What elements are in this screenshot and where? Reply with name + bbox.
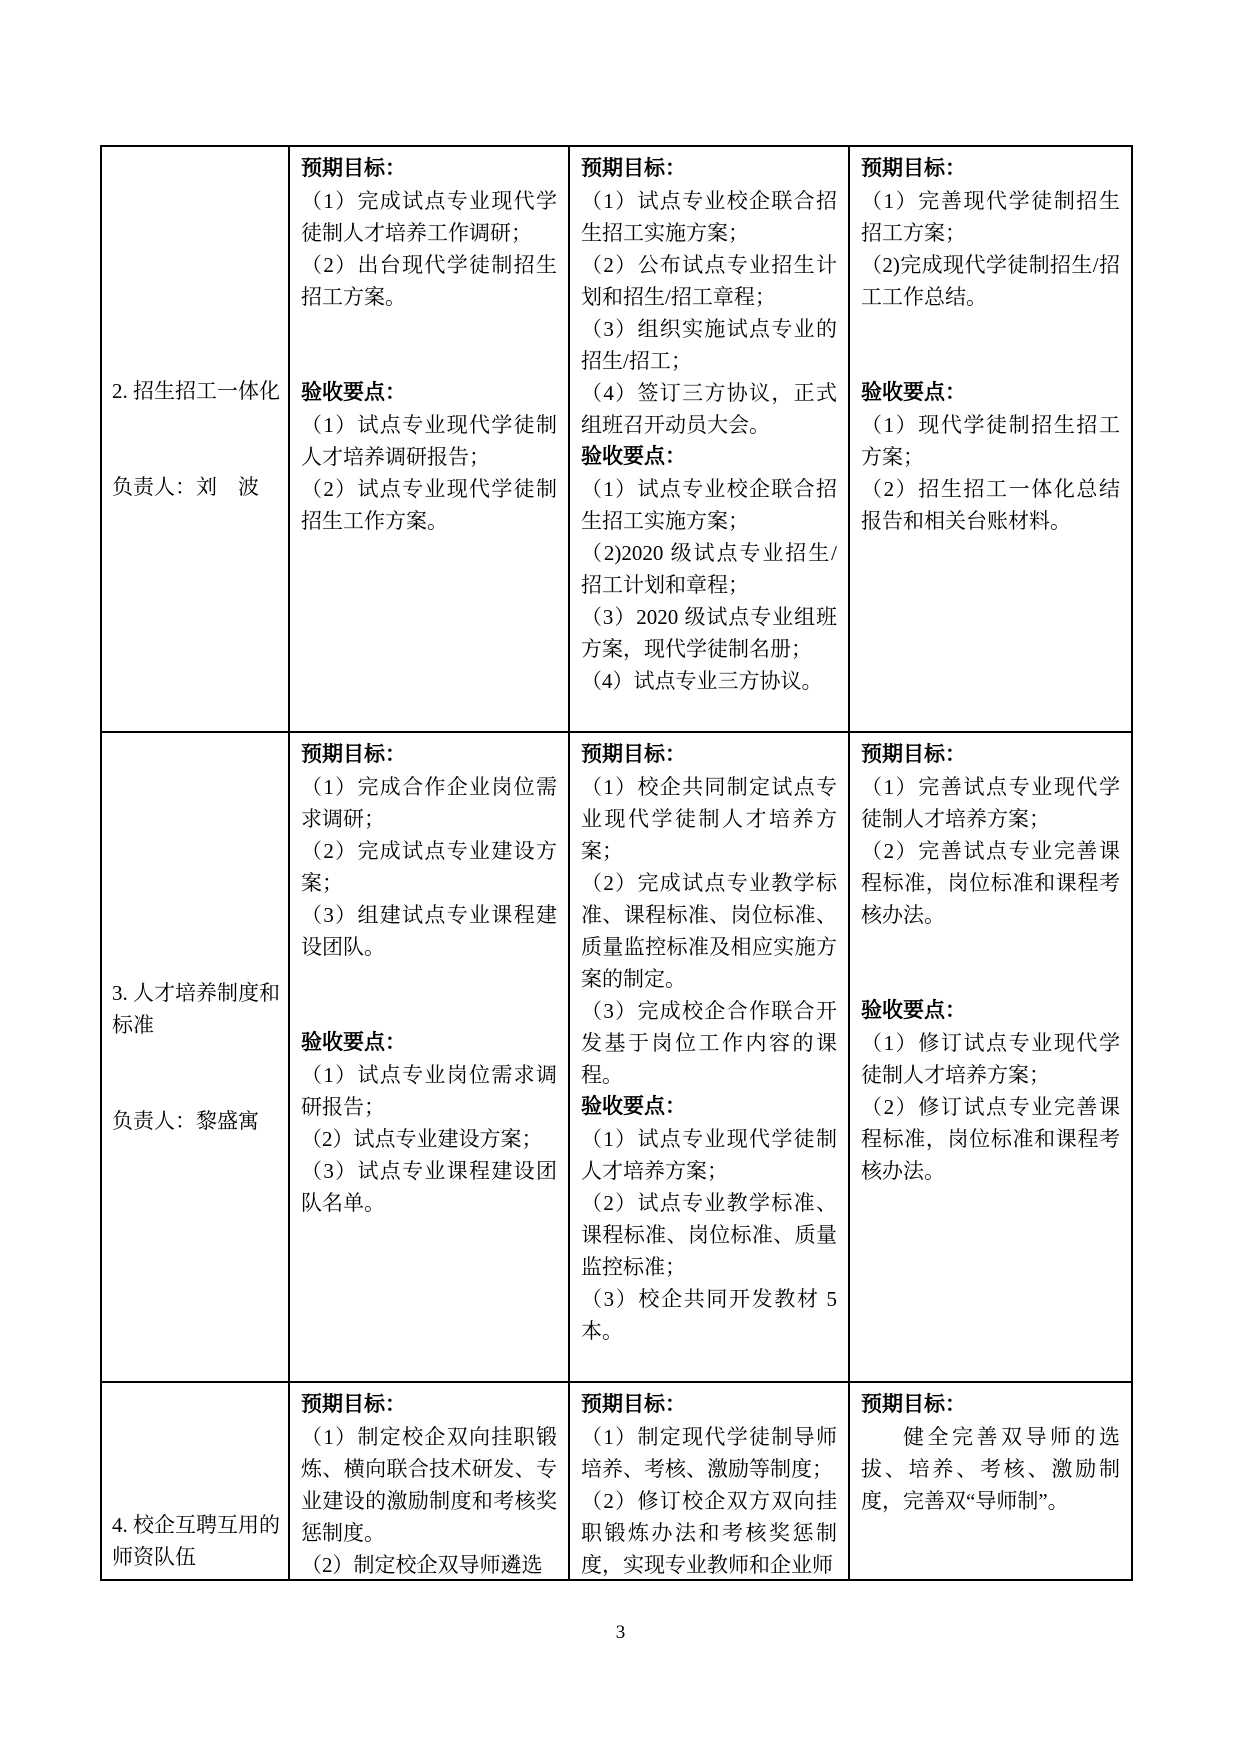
- item-paragraph: （4）试点专业三方协议。: [581, 669, 823, 693]
- item-paragraph: （1）完善试点专业现代学徒制人才培养方案；: [861, 775, 1120, 831]
- content-cell: [570, 147, 850, 733]
- content-cell: [570, 1383, 850, 1579]
- section-heading: 预期目标：: [581, 157, 686, 180]
- item-paragraph: （1）制定校企双向挂职锻炼、横向联合技术研发、专业建设的激励制度和考核奖惩制度。: [301, 1425, 557, 1545]
- item-paragraph: （2）试点专业现代学徒制招生工作方案。: [301, 477, 557, 533]
- item-paragraph: （2)2020 级试点专业招生/招工计划和章程；: [581, 541, 837, 597]
- item-paragraph: （3）校企共同开发教材 5 本。: [581, 1287, 837, 1343]
- item-paragraph: （3）2020 级试点专业组班方案，现代学徒制名册；: [581, 605, 837, 661]
- row-label-cell: [102, 733, 290, 1383]
- section-heading: 预期目标：: [861, 743, 966, 766]
- section-heading: 预期目标：: [861, 157, 966, 180]
- item-paragraph: （1）试点专业校企联合招生招工实施方案；: [581, 477, 837, 533]
- section-heading: 预期目标：: [301, 743, 406, 766]
- section-heading: 验收要点：: [301, 1031, 406, 1054]
- item-paragraph: （3）组织实施试点专业的招生/招工；: [581, 317, 837, 373]
- item-paragraph: （2）完成试点专业教学标准、课程标准、岗位标准、质量监控标准及相应实施方案的制定。: [581, 871, 837, 991]
- item-paragraph: （2）修订校企双方双向挂职锻炼办法和考核奖惩制度，实现专业教师和企业师: [581, 1489, 837, 1577]
- content-cell: [850, 733, 1131, 1383]
- item-paragraph: （3）试点专业课程建设团队名单。: [301, 1159, 557, 1215]
- item-paragraph: （1）现代学徒制招生招工方案；: [861, 413, 1120, 469]
- section-heading: 验收要点：: [301, 381, 406, 404]
- item-paragraph: （1）试点专业岗位需求调研报告；: [301, 1063, 557, 1119]
- section-heading: 验收要点：: [581, 445, 686, 468]
- section-heading: 预期目标：: [581, 743, 686, 766]
- item-paragraph: （1）修订试点专业现代学徒制人才培养方案；: [861, 1031, 1120, 1087]
- section-heading: 预期目标：: [861, 1393, 966, 1416]
- blank-line: [301, 995, 557, 1027]
- item-paragraph: （3）组建试点专业课程建设团队。: [301, 903, 557, 959]
- item-paragraph: （1）完善现代学徒制招生招工方案；: [861, 189, 1120, 245]
- section-heading: 预期目标：: [301, 157, 406, 180]
- blank-line: [301, 345, 557, 377]
- item-paragraph: （1）完成试点专业现代学徒制人才培养工作调研；: [301, 189, 557, 245]
- page-number: 3: [615, 1622, 626, 1643]
- section-heading: 预期目标：: [301, 1393, 406, 1416]
- item-paragraph: （2）修订试点专业完善课程标准，岗位标准和课程考核办法。: [861, 1095, 1120, 1183]
- item-paragraph: （2）试点专业教学标准、课程标准、岗位标准、质量监控标准；: [581, 1191, 837, 1279]
- item-paragraph: （1）校企共同制定试点专业现代学徒制人才培养方案；: [581, 775, 837, 863]
- content-cell: [570, 733, 850, 1383]
- item-paragraph: （2）公布试点专业招生计划和招生/招工章程；: [581, 253, 837, 309]
- item-paragraph: （2）试点专业建设方案；: [301, 1127, 543, 1151]
- item-paragraph: （1）试点专业校企联合招生招工实施方案；: [581, 189, 837, 245]
- section-heading: 验收要点：: [861, 381, 966, 404]
- blank-line: [861, 345, 1120, 377]
- blank-line: [301, 313, 557, 345]
- content-cell: [850, 147, 1131, 733]
- item-paragraph: （1）制定现代学徒制导师培养、考核、激励等制度；: [581, 1425, 837, 1481]
- content-cell: [290, 733, 570, 1383]
- item-paragraph: （2）制定校企双导师遴选: [301, 1553, 543, 1577]
- item-paragraph: （3）完成校企合作联合开发基于岗位工作内容的课程。: [581, 999, 837, 1087]
- section-heading: 验收要点：: [581, 1095, 686, 1118]
- row-label-title: 2. 招生招工一体化: [112, 379, 280, 403]
- content-cell: [290, 147, 570, 733]
- item-paragraph: （2）出台现代学徒制招生招工方案。: [301, 253, 557, 309]
- item-paragraph: （1）试点专业现代学徒制人才培养方案；: [581, 1127, 837, 1183]
- blank-line: [861, 313, 1120, 345]
- row-label-title: 4. 校企互聘互用的师资队伍: [112, 1513, 280, 1569]
- section-heading: 验收要点：: [861, 999, 966, 1022]
- row-label-cell: [102, 147, 290, 733]
- blank-line: [861, 963, 1120, 995]
- item-paragraph: （1）完成合作企业岗位需求调研；: [301, 775, 557, 831]
- item-paragraph: （2）完善试点专业完善课程标准，岗位标准和课程考核办法。: [861, 839, 1120, 927]
- item-paragraph: （2）完成试点专业建设方案；: [301, 839, 557, 895]
- item-paragraph: （2)完成现代学徒制招生/招工工作总结。: [861, 253, 1120, 309]
- item-paragraph: （4）签订三方协议，正式组班召开动员大会。: [581, 381, 837, 437]
- row-label-person: 负责人：刘 波: [112, 475, 259, 499]
- item-paragraph: （2）招生招工一体化总结报告和相关台账材料。: [861, 477, 1120, 533]
- row-label-person: 负责人：黎盛寓: [112, 1109, 259, 1133]
- project-table: [100, 145, 1133, 1581]
- blank-line: [301, 963, 557, 995]
- row-label-cell: [102, 1383, 290, 1579]
- item-paragraph: （1）试点专业现代学徒制人才培养调研报告；: [301, 413, 557, 469]
- content-cell: [290, 1383, 570, 1579]
- item-paragraph: 健全完善双导师的选拔、培养、考核、激励制度，完善双“导师制”。: [861, 1425, 1120, 1513]
- section-heading: 预期目标：: [581, 1393, 686, 1416]
- blank-line: [861, 931, 1120, 963]
- row-label-title: 3. 人才培养制度和标准: [112, 981, 280, 1037]
- content-cell: [850, 1383, 1131, 1579]
